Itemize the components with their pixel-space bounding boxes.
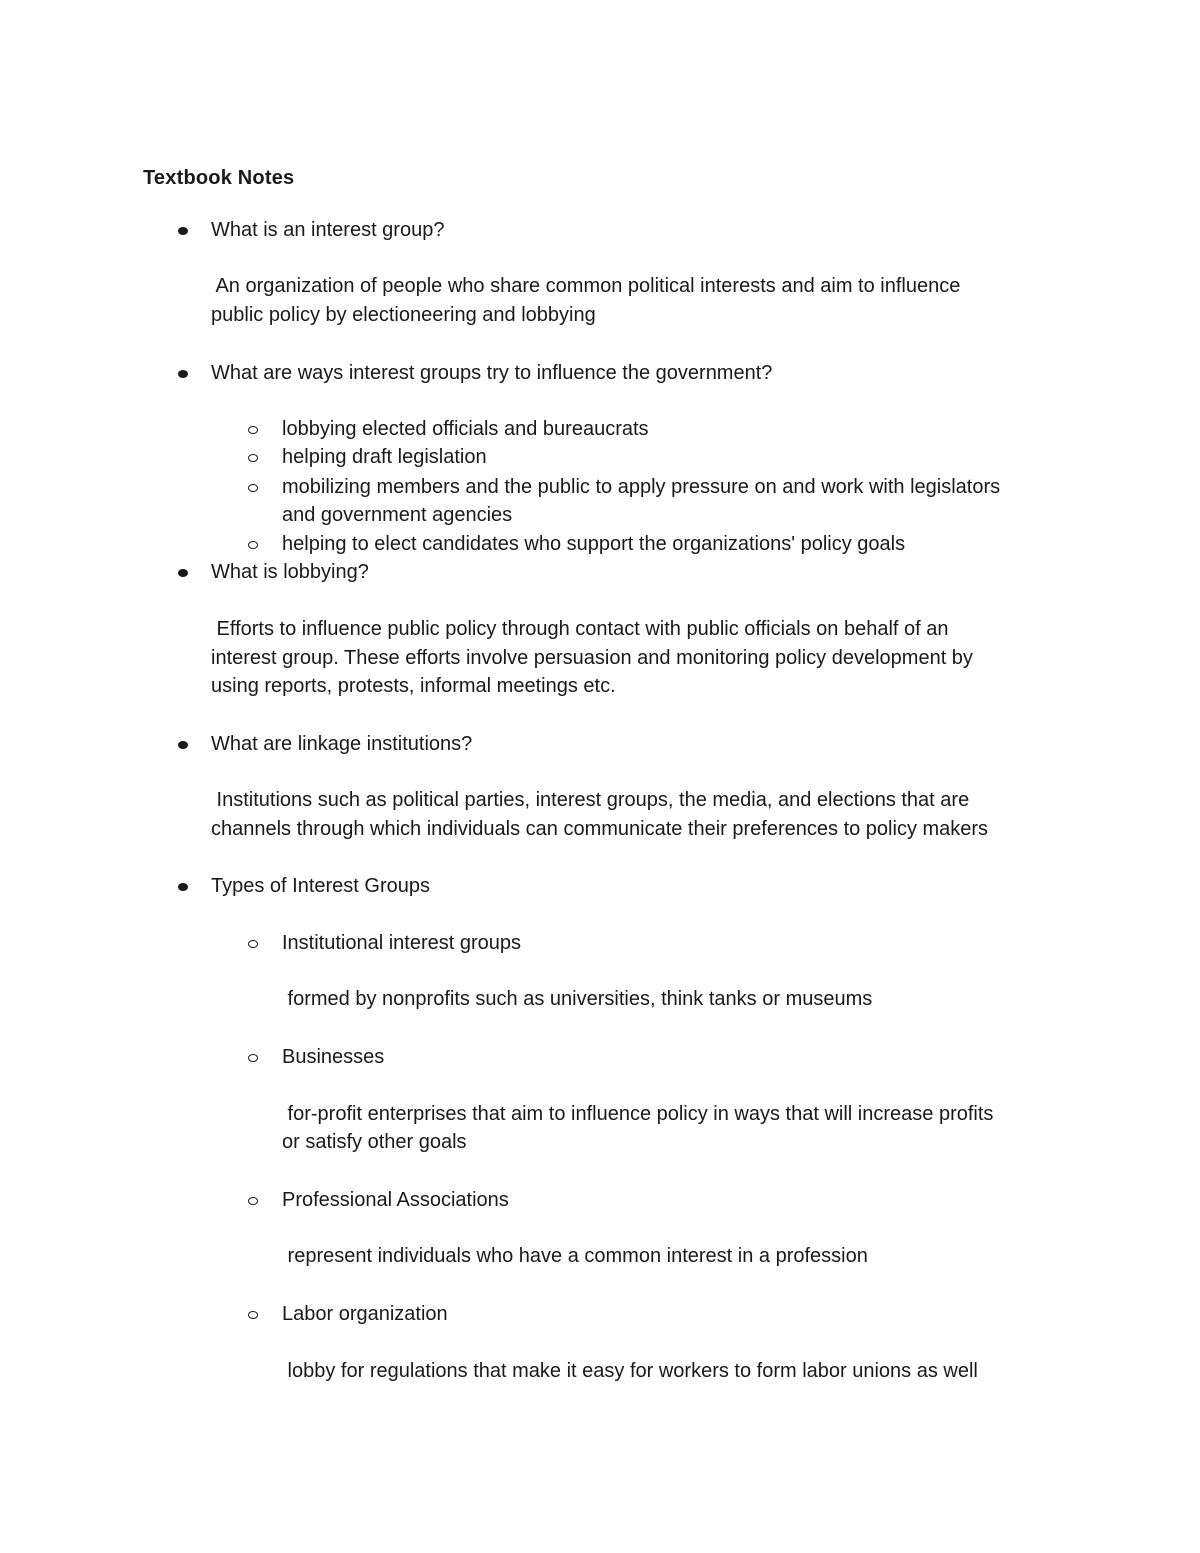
list-item: lobbying elected officials and bureaucrats: [282, 418, 649, 440]
answer-line: Institutions such as political parties, interest groups, the media, and elections that are: [211, 789, 970, 811]
answer-line: using reports, protests, informal meetings etc.: [211, 675, 616, 697]
bullet-icon: [178, 741, 188, 749]
type-name: Institutional interest groups: [282, 932, 522, 954]
type-description: represent individuals who have a common interest in a profession: [282, 1245, 868, 1267]
circle-bullet-icon: [248, 484, 258, 492]
circle-bullet-icon: [248, 1311, 258, 1319]
circle-bullet-icon: [248, 940, 258, 948]
list-item: helping to elect candidates who support the organizations' policy goals: [282, 533, 906, 555]
question-ways-to-influence: What are ways interest groups try to influence the government?: [211, 362, 773, 384]
circle-bullet-icon: [248, 1197, 258, 1205]
type-description: formed by nonprofits such as universities, think tanks or museums: [282, 988, 873, 1010]
bullet-icon: [178, 227, 188, 235]
type-description: lobby for regulations that make it easy for workers to form labor unions as well: [282, 1360, 978, 1382]
answer-line: Efforts to influence public policy through contact with public officials on behalf of an: [211, 618, 949, 640]
bullet-icon: [178, 370, 188, 378]
type-name: Professional Associations: [282, 1189, 509, 1211]
bullet-icon: [178, 883, 188, 891]
heading-types-of-interest-groups: Types of Interest Groups: [211, 875, 430, 897]
question-lobbying: What is lobbying?: [211, 561, 369, 583]
circle-bullet-icon: [248, 426, 258, 434]
page-title: Textbook Notes: [143, 167, 295, 189]
type-name: Businesses: [282, 1046, 385, 1068]
circle-bullet-icon: [248, 541, 258, 549]
bullet-icon: [178, 569, 188, 577]
circle-bullet-icon: [248, 454, 258, 462]
list-item-continuation: and government agencies: [282, 504, 513, 526]
list-item: mobilizing members and the public to apply pressure on and work with legislators: [282, 476, 1001, 498]
circle-bullet-icon: [248, 1054, 258, 1062]
answer-line: channels through which individuals can communicate their preferences to policy makers: [211, 818, 989, 840]
answer-line: interest group. These efforts involve persuasion and monitoring policy development by: [211, 647, 973, 669]
type-description: for-profit enterprises that aim to influence policy in ways that will increase profits: [282, 1103, 994, 1125]
answer-line: An organization of people who share common political interests and aim to influence: [211, 275, 961, 297]
list-item: helping draft legislation: [282, 446, 487, 468]
question-linkage-institutions: What are linkage institutions?: [211, 733, 473, 755]
question-interest-group: What is an interest group?: [211, 219, 445, 241]
type-description: or satisfy other goals: [282, 1131, 467, 1153]
type-name: Labor organization: [282, 1303, 448, 1325]
answer-line: public policy by electioneering and lobbying: [211, 304, 596, 326]
